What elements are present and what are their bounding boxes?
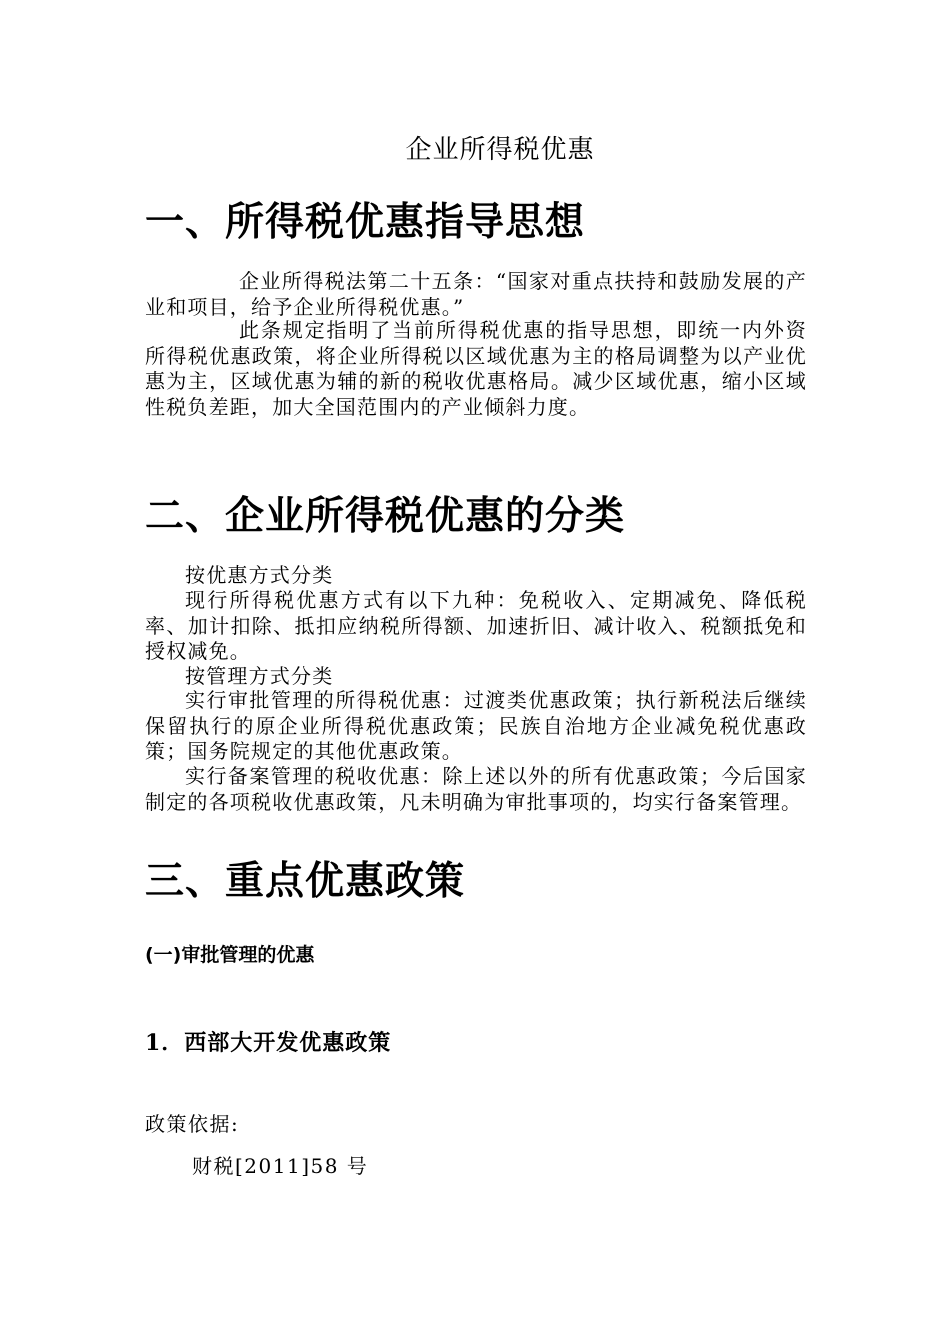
policy-basis-value: 财税[2011]58 号 xyxy=(192,1154,369,1178)
section-2-paragraph-5: 实行备案管理的税收优惠：除上述以外的所有优惠政策；今后国家制定的各项税收优惠政策，凡未明确为审批事项的，均实行备案管理。 xyxy=(145,764,807,814)
section-1-paragraph-1: 企业所得税法第二十五条：“国家对重点扶持和鼓励发展的产业和项目，给予企业所得税优惠。” xyxy=(145,269,807,319)
policy-basis-label: 政策依据: xyxy=(145,1112,240,1136)
section-2-paragraph-2: 现行所得税优惠方式有以下九种：免税收入、定期减免、降低税率、加计扣除、抵扣应纳税所得额、加速折旧、减计收入、税额抵免和授权减免。 xyxy=(145,588,807,663)
section-2-paragraph-3: 按管理方式分类 xyxy=(185,664,334,688)
document-title: 企业所得税优惠 xyxy=(405,135,595,165)
section-3-subheading: (一)审批管理的优惠 xyxy=(145,944,315,966)
section-2-paragraph-4: 实行审批管理的所得税优惠：过渡类优惠政策；执行新税法后继续保留执行的原企业所得税优惠政策；民族自治地方企业减免税优惠政策；国务院规定的其他优惠政策。 xyxy=(145,688,807,763)
section-2-heading: 二、企业所得税优惠的分类 xyxy=(145,494,626,539)
section-1-paragraph-2: 此条规定指明了当前所得税优惠的指导思想，即统一内外资所得税优惠政策，将企业所得税以区域优惠为主的格局调整为以产业优惠为主，区域优惠为辅的新的税收优惠格局。减少区域优惠，缩小区域性税负差距，加大全国范围内的产业倾斜力度。 xyxy=(145,318,807,419)
section-3-heading: 三、重点优惠政策 xyxy=(145,859,466,904)
section-2-paragraph-1: 按优惠方式分类 xyxy=(185,563,334,587)
section-1-heading: 一、所得税优惠指导思想 xyxy=(145,200,586,245)
item-heading: 1．西部大开发优惠政策 xyxy=(145,1030,392,1056)
